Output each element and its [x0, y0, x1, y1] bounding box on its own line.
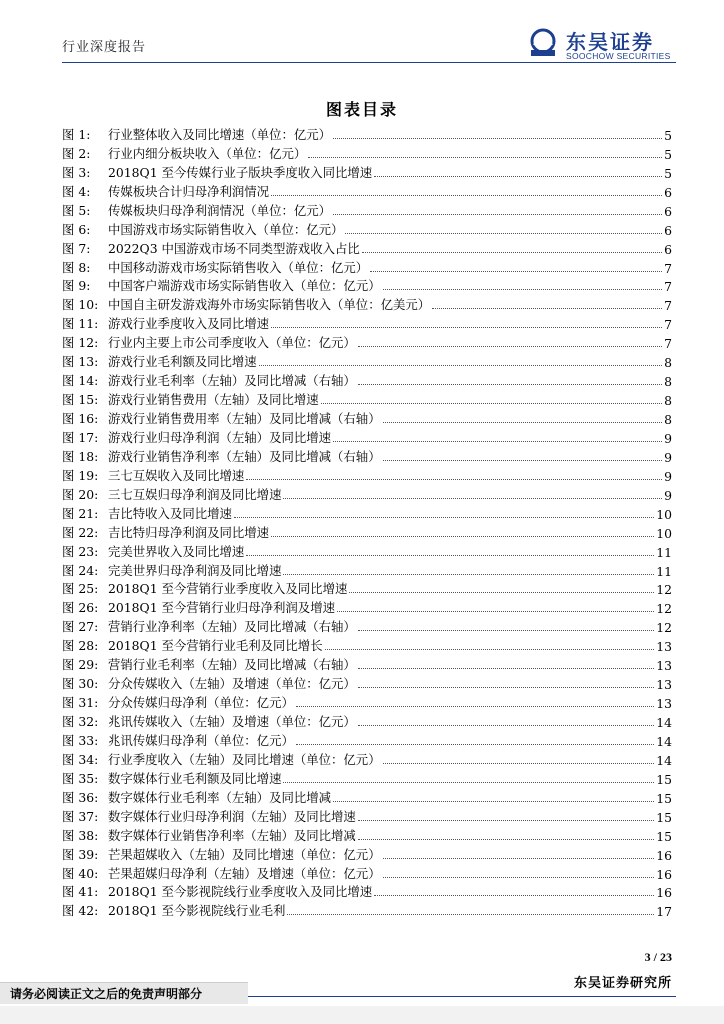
toc-entry-title[interactable]: 中国自主研发游戏海外市场实际销售收入（单位：亿美元） [108, 297, 431, 313]
toc-entry-label: 图 14: [62, 373, 99, 389]
toc-entry-page: 17 [656, 904, 672, 920]
footer-bar [0, 1006, 724, 1024]
toc-dot-leader [333, 801, 654, 802]
toc-entry[interactable] [62, 654, 672, 673]
toc-entry[interactable] [62, 749, 672, 768]
toc-entry[interactable] [62, 882, 672, 901]
toc-entry[interactable] [62, 692, 672, 711]
toc-entry-label: 图 13: [62, 354, 99, 370]
toc-entry-page: 5 [664, 146, 672, 162]
toc-entry-title[interactable]: 2018Q1 至今影视院线行业毛利 [108, 903, 286, 919]
toc-entry-page: 5 [664, 127, 672, 143]
toc-entry-label: 图 16: [62, 411, 99, 426]
toc-entry-label: 图 26: [62, 600, 99, 616]
toc-entry[interactable] [62, 806, 672, 825]
toc-entry-label: 图 35: [62, 770, 99, 786]
logo-mark-icon [528, 28, 558, 58]
toc-entry-page: 10 [656, 506, 672, 522]
toc-dot-leader [234, 517, 654, 518]
toc-entry-title[interactable]: 游戏行业销售费用率（左轴）及同比增减（右轴） [108, 411, 381, 426]
toc-entry-label: 图 25: [62, 581, 99, 597]
toc-entry-label: 图 11: [62, 316, 99, 332]
toc-entry[interactable] [62, 465, 672, 484]
toc-entry-title[interactable]: 中国客户端游戏市场实际销售收入（单位：亿元） [108, 278, 381, 294]
toc-dot-leader [325, 649, 655, 650]
toc-dot-leader [345, 233, 662, 234]
toc-entry-page: 8 [664, 355, 672, 371]
toc-entry-title[interactable]: 吉比特归母净利润及同比增速 [108, 524, 270, 540]
toc-entry-page: 14 [656, 752, 672, 768]
toc-dot-leader [287, 914, 654, 915]
toc-entry[interactable] [62, 900, 672, 919]
toc-entry-label: 图 40: [62, 865, 99, 881]
institute-name: 东吴证券研究所 [573, 976, 672, 991]
toc-entry-page: 16 [656, 847, 672, 863]
toc-entry[interactable] [62, 143, 672, 162]
toc-entry[interactable] [62, 597, 672, 616]
toc-entry[interactable] [62, 863, 672, 882]
footer-divider [248, 996, 676, 997]
toc-entry-page: 15 [656, 790, 672, 806]
toc-entry[interactable] [62, 427, 672, 446]
toc-entry-page: 16 [656, 866, 672, 882]
toc-dot-leader [296, 706, 654, 707]
toc-entry-page: 14 [656, 715, 672, 730]
toc-dot-leader [333, 214, 662, 215]
toc-entry[interactable] [62, 238, 672, 257]
toc-dot-leader [358, 839, 654, 840]
toc-entry[interactable] [62, 408, 672, 427]
toc-entry-page: 12 [656, 601, 672, 617]
toc-list [62, 124, 672, 919]
toc-entry-label: 图 1: [62, 126, 91, 142]
toc-entry-label: 图 33: [62, 732, 99, 748]
toc-dot-leader [358, 630, 654, 631]
toc-dot-leader [358, 725, 654, 726]
toc-entry-title[interactable]: 传媒板块归母净利润情况（单位：亿元） [108, 202, 332, 218]
logo-chinese-name: 东吴证券 [566, 30, 654, 54]
toc-entry-title[interactable]: 兆讯传媒归母净利（单位：亿元） [108, 732, 294, 748]
toc-entry[interactable] [62, 181, 672, 200]
toc-dot-leader [283, 782, 654, 783]
toc-dot-leader [259, 365, 662, 366]
toc-entry-label: 图 10: [62, 297, 99, 313]
toc-entry[interactable] [62, 332, 672, 351]
toc-entry-label: 图 12: [62, 335, 99, 351]
toc-entry-label: 图 41: [62, 884, 99, 900]
toc-entry-label: 图 42: [62, 903, 99, 919]
toc-entry-page: 13 [656, 639, 672, 655]
toc-dot-leader [383, 763, 655, 764]
toc-entry-title[interactable]: 吉比特收入及同比增速 [108, 505, 232, 521]
header-divider [62, 62, 676, 63]
toc-entry[interactable] [62, 446, 672, 465]
toc-entry-label: 图 32: [62, 714, 99, 729]
toc-dot-leader [362, 252, 662, 253]
toc-entry-label: 图 3: [62, 164, 91, 180]
toc-dot-leader [308, 157, 662, 158]
toc-entry[interactable] [62, 200, 672, 219]
toc-entry[interactable] [62, 162, 672, 181]
toc-entry-page: 7 [664, 317, 672, 333]
toc-dot-leader [383, 460, 663, 461]
toc-entry-title[interactable]: 2018Q1 至今营销行业季度收入及同比增速 [108, 581, 348, 597]
toc-dot-leader [337, 611, 654, 612]
toc-dot-leader [271, 195, 662, 196]
toc-entry-label: 图 23: [62, 543, 99, 559]
toc-entry-page: 8 [664, 393, 672, 409]
toc-dot-leader [383, 422, 663, 423]
toc-entry-label: 图 5: [62, 202, 91, 218]
toc-entry-label: 图 27: [62, 619, 99, 635]
toc-entry[interactable] [62, 844, 672, 863]
toc-entry-page: 6 [664, 203, 672, 219]
toc-dot-leader [321, 403, 662, 404]
toc-entry-page: 13 [656, 696, 672, 712]
company-logo [528, 26, 678, 66]
toc-entry-page: 9 [664, 449, 672, 465]
toc-entry-title[interactable]: 中国游戏市场实际销售收入（单位：亿元） [108, 221, 344, 237]
toc-dot-leader [271, 536, 654, 537]
toc-entry-title[interactable]: 行业内主要上市公司季度收入（单位：亿元） [108, 335, 356, 351]
toc-entry-label: 图 29: [62, 657, 99, 673]
toc-entry-title[interactable]: 游戏行业销售费用（左轴）及同比增速 [108, 392, 319, 408]
toc-entry-page: 7 [664, 298, 672, 314]
toc-entry-title[interactable]: 芒果超媒归母净利（左轴）及增速（单位：亿元） [108, 865, 381, 881]
toc-dot-leader [333, 138, 662, 139]
toc-entry-title[interactable]: 营销行业毛利率（左轴）及同比增减（右轴） [108, 657, 356, 673]
toc-entry-label: 图 20: [62, 486, 99, 502]
toc-entry[interactable] [62, 579, 672, 598]
toc-entry[interactable] [62, 257, 672, 276]
toc-entry-title[interactable]: 完美世界归母净利润及同比增速 [108, 562, 282, 578]
toc-entry[interactable] [62, 294, 672, 313]
toc-entry[interactable] [62, 370, 672, 389]
toc-dot-leader [246, 479, 662, 480]
toc-entry-label: 图 38: [62, 827, 99, 843]
toc-entry[interactable] [62, 219, 672, 238]
toc-dot-leader [296, 744, 654, 745]
toc-entry-page: 14 [656, 733, 672, 749]
toc-entry[interactable] [62, 484, 672, 503]
toc-entry-page: 6 [664, 222, 672, 238]
toc-entry-title[interactable]: 2018Q1 至今营销行业归母净利润及增速 [108, 600, 335, 616]
toc-dot-leader [374, 176, 662, 177]
toc-dot-leader [370, 271, 662, 272]
toc-entry[interactable] [62, 635, 672, 654]
toc-entry[interactable] [62, 673, 672, 692]
toc-entry[interactable] [62, 730, 672, 749]
toc-entry-label: 图 21: [62, 505, 99, 521]
toc-entry-page: 12 [656, 582, 672, 598]
toc-entry-title[interactable]: 数字媒体行业毛利额及同比增速 [108, 770, 282, 786]
toc-entry-title[interactable]: 数字媒体行业归母净利润（左轴）及同比增速 [108, 808, 356, 824]
toc-entry-label: 图 9: [62, 278, 91, 294]
toc-entry-label: 图 7: [62, 240, 91, 256]
toc-entry-title[interactable]: 2022Q3 中国游戏市场不同类型游戏收入占比 [108, 240, 360, 256]
toc-entry-page: 15 [656, 771, 672, 787]
page-number: 3 / 23 [644, 950, 672, 964]
toc-entry-title[interactable]: 分众传媒归母净利（单位：亿元） [108, 695, 294, 711]
toc-entry-title[interactable]: 数字媒体行业销售净利率（左轴）及同比增减 [108, 827, 356, 843]
toc-entry-label: 图 6: [62, 221, 91, 237]
toc-entry-page: 7 [664, 279, 672, 295]
toc-entry-page: 7 [664, 260, 672, 276]
toc-entry-label: 图 15: [62, 392, 99, 408]
toc-entry-label: 图 34: [62, 751, 99, 767]
toc-entry-title[interactable]: 2018Q1 至今营销行业毛利及同比增长 [108, 638, 323, 654]
toc-entry-title[interactable]: 游戏行业季度收入及同比增速 [108, 316, 270, 332]
toc-entry[interactable] [62, 351, 672, 370]
toc-dot-leader [358, 668, 654, 669]
toc-entry[interactable] [62, 522, 672, 541]
toc-dot-leader [349, 592, 654, 593]
toc-entry-title[interactable]: 三七互娱收入及同比增速 [108, 467, 245, 483]
disclaimer-notice: 请务必阅读正文之后的免责声明部分 [0, 982, 248, 1004]
toc-entry[interactable] [62, 541, 672, 560]
toc-entry[interactable] [62, 389, 672, 408]
toc-heading: 图表目录 [325, 100, 398, 119]
toc-dot-leader [383, 858, 655, 859]
toc-entry-title[interactable]: 行业整体收入及同比增速（单位：亿元） [108, 126, 332, 142]
toc-entry-label: 图 8: [62, 259, 91, 275]
toc-entry-label: 图 19: [62, 467, 99, 483]
toc-entry[interactable] [62, 616, 672, 635]
toc-entry-page: 15 [656, 828, 672, 844]
toc-entry-title[interactable]: 数字媒体行业毛利率（左轴）及同比增减 [108, 789, 332, 805]
toc-dot-leader [383, 289, 663, 290]
toc-dot-leader [432, 308, 662, 309]
toc-entry-page: 8 [664, 412, 672, 427]
toc-entry-label: 图 28: [62, 638, 99, 654]
toc-entry-page: 10 [656, 525, 672, 541]
toc-dot-leader [271, 327, 662, 328]
toc-entry[interactable] [62, 560, 672, 579]
toc-entry-label: 图 30: [62, 676, 99, 692]
toc-entry-title[interactable]: 游戏行业毛利率（左轴）及同比增减（右轴） [108, 373, 356, 389]
toc-entry-page: 6 [664, 184, 672, 200]
toc-entry-page: 7 [664, 336, 672, 352]
toc-entry-label: 图 24: [62, 562, 99, 578]
toc-entry-page: 15 [656, 809, 672, 825]
toc-entry-title[interactable]: 游戏行业毛利额及同比增速 [108, 354, 257, 370]
toc-entry-label: 图 37: [62, 808, 99, 824]
toc-dot-leader [283, 574, 654, 575]
toc-entry[interactable] [62, 825, 672, 844]
toc-dot-leader [246, 555, 654, 556]
toc-entry-title[interactable]: 2018Q1 至今传媒行业子版块季度收入同比增速 [108, 164, 373, 180]
toc-entry-label: 图 36: [62, 789, 99, 805]
toc-entry-title[interactable]: 分众传媒收入（左轴）及增速（单位：亿元） [108, 676, 356, 692]
toc-entry-label: 图 17: [62, 429, 99, 445]
toc-entry-title[interactable]: 游戏行业销售净利率（左轴）及同比增减（右轴） [108, 448, 381, 464]
toc-entry-title[interactable]: 三七互娱归母净利润及同比增速 [108, 486, 282, 502]
toc-entry-page: 13 [656, 677, 672, 693]
toc-entry[interactable] [62, 313, 672, 332]
toc-entry-title[interactable]: 兆讯传媒收入（左轴）及增速（单位：亿元） [108, 714, 356, 729]
toc-entry-label: 图 31: [62, 695, 99, 711]
toc-entry-label: 图 22: [62, 524, 99, 540]
toc-dot-leader [358, 687, 654, 688]
report-category: 行业深度报告 [62, 40, 147, 55]
toc-entry-title[interactable]: 游戏行业归母净利润（左轴）及同比增速 [108, 429, 332, 445]
toc-entry[interactable] [62, 503, 672, 522]
toc-entry-page: 6 [664, 241, 672, 257]
toc-entry-title[interactable]: 行业内细分板块收入（单位：亿元） [108, 145, 307, 161]
toc-dot-leader [374, 895, 654, 896]
toc-entry-label: 图 2: [62, 145, 91, 161]
toc-entry-page: 11 [656, 544, 672, 560]
toc-entry-label: 图 39: [62, 846, 99, 862]
toc-entry-title[interactable]: 营销行业净利率（左轴）及同比增减（右轴） [108, 619, 356, 635]
toc-entry-page: 8 [664, 374, 672, 390]
toc-entry-page: 16 [656, 885, 672, 901]
toc-entry-page: 11 [656, 563, 672, 579]
toc-dot-leader [333, 441, 662, 442]
toc-entry-page: 12 [656, 620, 672, 636]
toc-entry[interactable] [62, 276, 672, 295]
toc-dot-leader [358, 820, 654, 821]
logo-english-name: SOOCHOW SECURITIES [566, 51, 671, 61]
toc-entry[interactable] [62, 711, 672, 730]
toc-dot-leader [283, 498, 662, 499]
toc-entry-label: 图 4: [62, 183, 91, 199]
toc-entry-title[interactable]: 完美世界收入及同比增速 [108, 543, 245, 559]
toc-entry-title[interactable]: 传媒板块合计归母净利润情况 [108, 183, 270, 199]
toc-entry-page: 9 [664, 430, 672, 446]
toc-entry-label: 图 18: [62, 448, 99, 464]
toc-entry-page: 5 [664, 165, 672, 181]
toc-dot-leader [358, 346, 662, 347]
toc-entry-page: 9 [664, 468, 672, 484]
toc-entry[interactable] [62, 787, 672, 806]
toc-entry-title[interactable]: 芒果超媒收入（左轴）及同比增速（单位：亿元） [108, 846, 381, 862]
toc-dot-leader [358, 384, 662, 385]
toc-entry-title[interactable]: 行业季度收入（左轴）及同比增速（单位：亿元） [108, 751, 381, 767]
toc-entry-title[interactable]: 中国移动游戏市场实际销售收入（单位：亿元） [108, 259, 369, 275]
toc-entry-page: 13 [656, 658, 672, 674]
toc-entry[interactable] [62, 768, 672, 787]
toc-entry-page: 9 [664, 487, 672, 503]
toc-entry[interactable] [62, 124, 672, 143]
toc-entry-title[interactable]: 2018Q1 至今影视院线行业季度收入及同比增速 [108, 884, 373, 900]
toc-dot-leader [383, 877, 655, 878]
